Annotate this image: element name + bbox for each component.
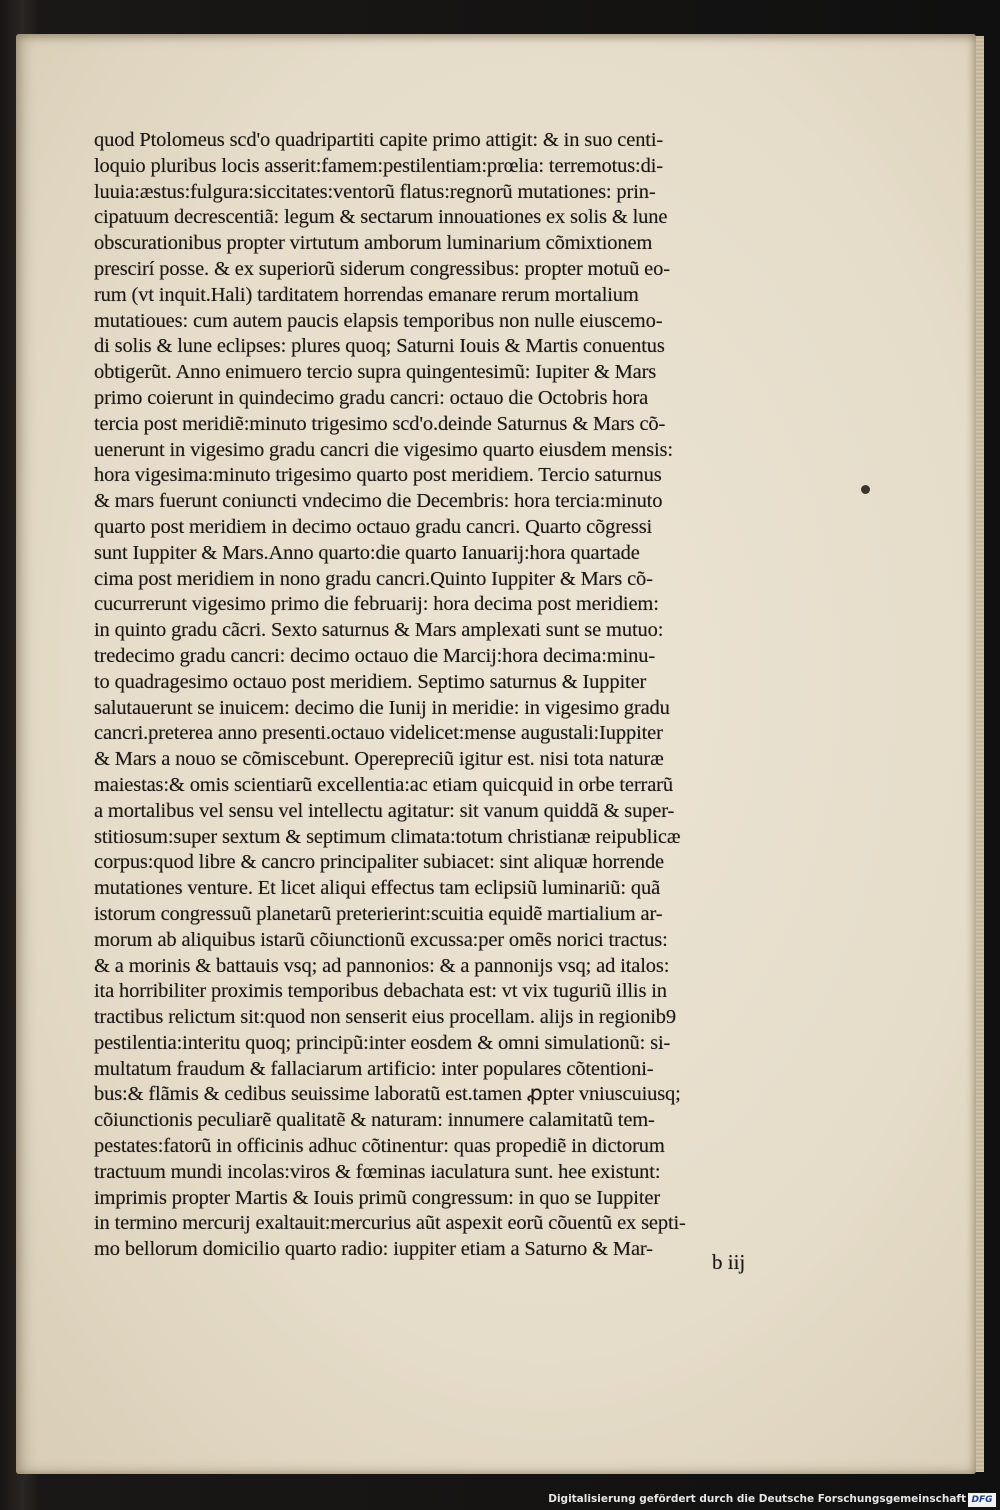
text-line: mutatioues: cum autem paucis elapsis temporibus non nulle eiuscemo- <box>94 309 663 332</box>
text-line: in termino mercurij exaltauit:mercurius aũt aspexit eorũ cõuentũ ex septi- <box>94 1212 686 1235</box>
text-line: obscurationibus propter virtutum amborum luminarium cõmixtionem <box>94 232 653 255</box>
text-line: imprimis propter Martis & Iouis primũ congressum: in quo se Iuppiter <box>94 1186 661 1209</box>
text-line: ita horribiliter proximis temporibus debachata est: vt vix tuguriũ illis in <box>94 980 667 1003</box>
text-line: in quinto gradu cãcri. Sexto saturnus & Mars amplexati sunt se mutuo: <box>94 619 664 642</box>
text-line: luuia:æstus:fulgura:siccitates:ventorũ flatus:regnorũ mutationes: prin- <box>94 180 656 203</box>
text-line: cõiunctionis peculiarẽ qualitatẽ & naturam: innumere calamitatũ tem- <box>94 1109 655 1132</box>
text-line: mutationes venture. Et licet aliqui effectus tam eclipsiũ luminariũ: quã <box>94 877 661 900</box>
text-line: obtigerũt. Anno enimuero tercio supra quingentesimũ: Iupiter & Mars <box>94 361 657 384</box>
page-fore-edge <box>976 36 984 1472</box>
text-line: morum ab aliquibus istarũ cõiunctionũ excussa:per omẽs norici tractus: <box>94 928 668 951</box>
text-line: mo bellorum domicilio quarto radio: iuppiter etiam a Saturno & Mar- <box>94 1238 653 1261</box>
signature-mark: b iij <box>712 1250 746 1274</box>
text-line: uenerunt in vigesimo gradu cancri die vigesimo quarto eiusdem mensis: <box>94 438 673 461</box>
text-line: maiestas:& omis scientiarũ excellentia:ac etiam quicquid in orbe terrarũ <box>94 773 673 796</box>
text-line: & Mars a nouo se cõmiscebunt. Operepreciũ igitur est. nisi tota naturæ <box>94 748 664 771</box>
text-line: multatum fraudum & fallaciarum artificio: inter populares cõtentioni- <box>94 1057 654 1080</box>
text-line: primo coierunt in quindecimo gradu cancri: octauo die Octobris hora <box>94 386 649 409</box>
text-line: istorum congressuũ planetarũ preterierint:scuitia equidẽ martialium ar- <box>94 902 663 925</box>
text-line: sunt Iuppiter & Mars.Anno quarto:die quarto Ianuarij:hora quartade <box>94 541 640 564</box>
text-line: to quadragesimo octauo post meridiem. Septimo saturnus & Iuppiter <box>94 670 647 693</box>
text-line: cucurrerunt vigesimo primo die februarij: hora decima post meridiem: <box>94 593 659 616</box>
text-line: rum (vt inquit.Hali) tarditatem horrendas emanare rerum mortalium <box>94 283 639 306</box>
text-line: di solis & lune eclipses: plures quoq; Saturni Iouis & Martis conuentus <box>94 335 665 358</box>
text-line: tractibus relictum sit:quod non senserit eius procellam. alijs in regionib9 <box>94 1006 676 1029</box>
text-line: cipatuum decrescentiã: legum & sectarum innouationes ex solis & lune <box>94 206 668 229</box>
text-line: quod Ptolomeus scd'o quadripartiti capite primo attigit: & in suo centi- <box>94 129 664 151</box>
text-line: stitiosum:super sextum & septimum climata:totum christianæ reipublicæ <box>94 825 681 848</box>
text-line: quarto post meridiem in decimo octauo gradu cancri. Quarto cõgressi <box>94 515 653 538</box>
text-line: cima post meridiem in nono gradu cancri.Quinto Iuppiter & Mars cõ- <box>94 567 653 590</box>
text-line: hora vigesima:minuto trigesimo quarto post meridiem. Tercio saturnus <box>94 464 662 487</box>
text-line: salutauerunt se inuicem: decimo die Iunij in meridie: in vigesimo gradu <box>94 696 670 719</box>
text-line: pestilentia:interitu quoq; principũ:inter eosdem & omni simulationũ: si- <box>94 1031 671 1054</box>
dfg-logo: DFG <box>968 1493 996 1507</box>
text-line: tractuum mundi incolas:viros & fœminas iaculatura sunt. hee existunt: <box>94 1160 661 1183</box>
text-line: bus:& flãmis & cedibus seuissime laboratũ est.tamen ꝓpter vniuscuiusq; <box>94 1083 681 1106</box>
text-line: cancri.preterea anno presenti.octauo videlicet:mense augustali:Iuppiter <box>94 722 663 745</box>
text-line: corpus:quod libre & cancro principaliter subiacet: sint aliquæ horrende <box>94 851 665 874</box>
text-line: a mortalibus vel sensu vel intellectu agitatur: sit vanum quiddã & super- <box>94 799 675 822</box>
footer-credit: Digitalisierung gefördert durch die Deutsche Forschungsgemeinschaft <box>548 1493 966 1505</box>
text-line: prescirí posse. & ex superiorũ siderum congressibus: propter motuũ eo- <box>94 257 670 280</box>
text-line: pestates:fatorũ in officinis adhuc cõtinentur: quas propediẽ in dictorum <box>94 1135 665 1158</box>
text-line: & a morinis & battauis vsq; ad pannonios: & a pannonijs vsq; ad italos: <box>94 954 670 977</box>
text-line: & mars fuerunt coniuncti vndecimo die Decembris: hora tercia:minuto <box>94 490 663 513</box>
text-block <box>94 128 802 1263</box>
text-line: tercia post meridiẽ:minuto trigesimo scd'o.deinde Saturnus & Mars cõ- <box>94 412 666 435</box>
text-line: loquio pluribus locis asserit:famem:pestilentiam:prœlia: terremotus:di- <box>94 154 663 177</box>
ink-spot <box>861 485 870 494</box>
text-line: tredecimo gradu cancri: decimo octauo die Marcij:hora decima:minu- <box>94 644 656 667</box>
